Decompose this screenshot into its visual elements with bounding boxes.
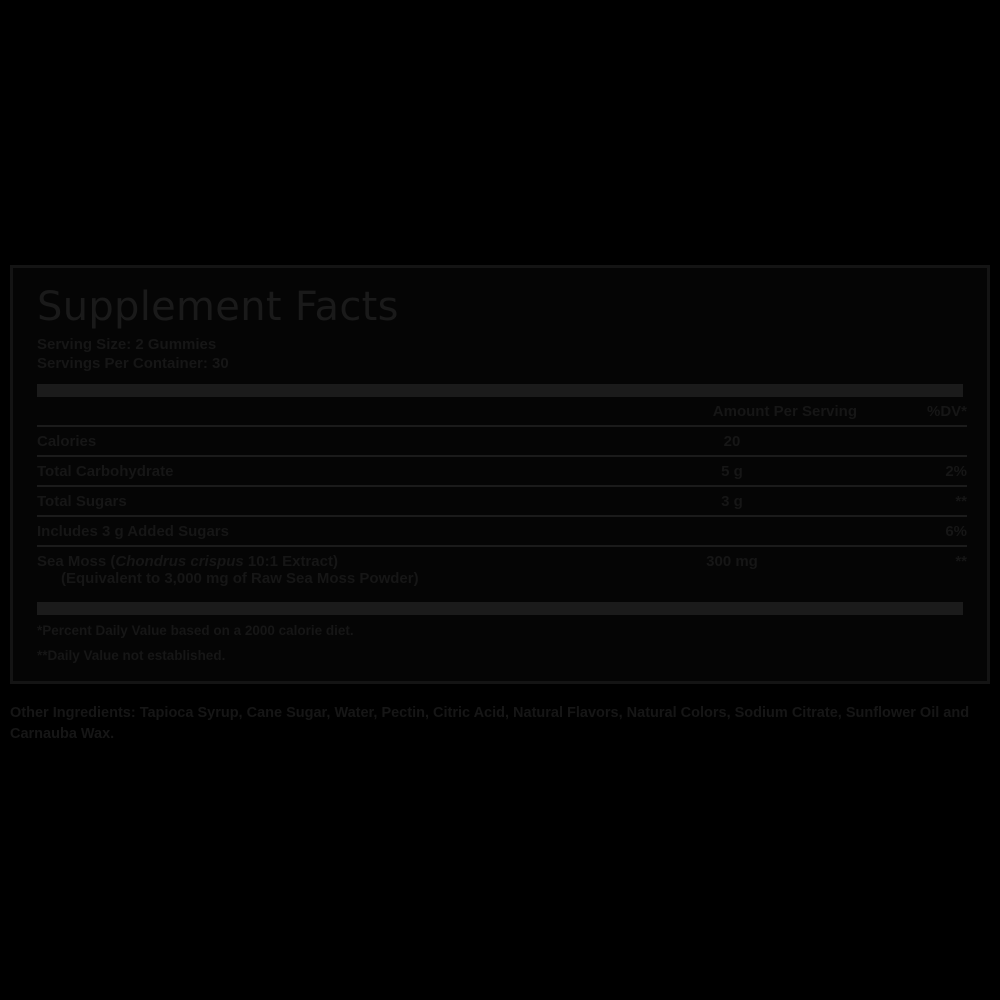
page-title: Supplement Facts	[37, 284, 399, 330]
servings-per-container: Servings Per Container: 30	[37, 354, 229, 372]
divider-thick-bottom	[37, 602, 963, 615]
header-blank	[37, 397, 597, 426]
table-row	[37, 546, 967, 592]
serving-size: Serving Size: 2 Gummies	[37, 336, 217, 353]
table-row	[37, 456, 967, 486]
row-sea-moss-amount: 300 mg	[706, 552, 758, 570]
footnote-daily-value-not-established: **Daily Value not established.	[37, 647, 226, 663]
table-header-row	[37, 397, 967, 426]
row-total-sugars-label: Total Sugars	[37, 486, 597, 516]
row-sea-moss-name: Sea Moss (Chondrus crispus 10:1 Extract)	[37, 552, 338, 570]
row-total-sugars-dv: **	[867, 486, 967, 516]
row-sea-moss-dv: **	[955, 552, 967, 570]
table-row	[37, 426, 967, 456]
divider-thick-top	[37, 384, 963, 397]
row-added-sugars-label: Includes 3 g Added Sugars	[37, 516, 597, 546]
sea-moss-latin-name: Chondrus crispus	[115, 552, 244, 570]
nutrition-table	[37, 397, 967, 592]
row-added-sugars-dv: 6%	[867, 516, 967, 546]
table-row	[37, 516, 967, 546]
row-added-sugars-amount	[597, 516, 867, 546]
table-row	[37, 486, 967, 516]
row-calories-label: Calories	[37, 426, 597, 456]
row-calories-dv	[867, 426, 967, 456]
header-amount-per-serving: Amount Per Serving	[597, 397, 867, 426]
footnote-percent-daily-value: *Percent Daily Value based on a 2000 calorie diet.	[37, 622, 354, 638]
other-ingredients-label: Other Ingredients:	[10, 705, 136, 721]
row-sea-moss-label	[37, 546, 597, 592]
other-ingredients-text: Tapioca Syrup, Cane Sugar, Water, Pectin, Citric Acid, Natural Flavors, Natural Colors, Sodium Citrate, Sunflower Oil and Carnauba Wax.	[10, 705, 970, 743]
other-ingredients	[10, 703, 990, 745]
row-total-carbohydrate-dv: 2%	[867, 456, 967, 486]
row-total-sugars-amount: 3 g	[597, 486, 867, 516]
row-calories-amount: 20	[597, 426, 867, 456]
supplement-facts-panel	[10, 265, 990, 684]
row-sea-moss-subnote: (Equivalent to 3,000 mg of Raw Sea Moss Powder)	[61, 569, 419, 587]
row-total-carbohydrate-amount: 5 g	[597, 456, 867, 486]
header-daily-value: %DV*	[867, 397, 967, 426]
row-total-carbohydrate-label: Total Carbohydrate	[37, 456, 597, 486]
